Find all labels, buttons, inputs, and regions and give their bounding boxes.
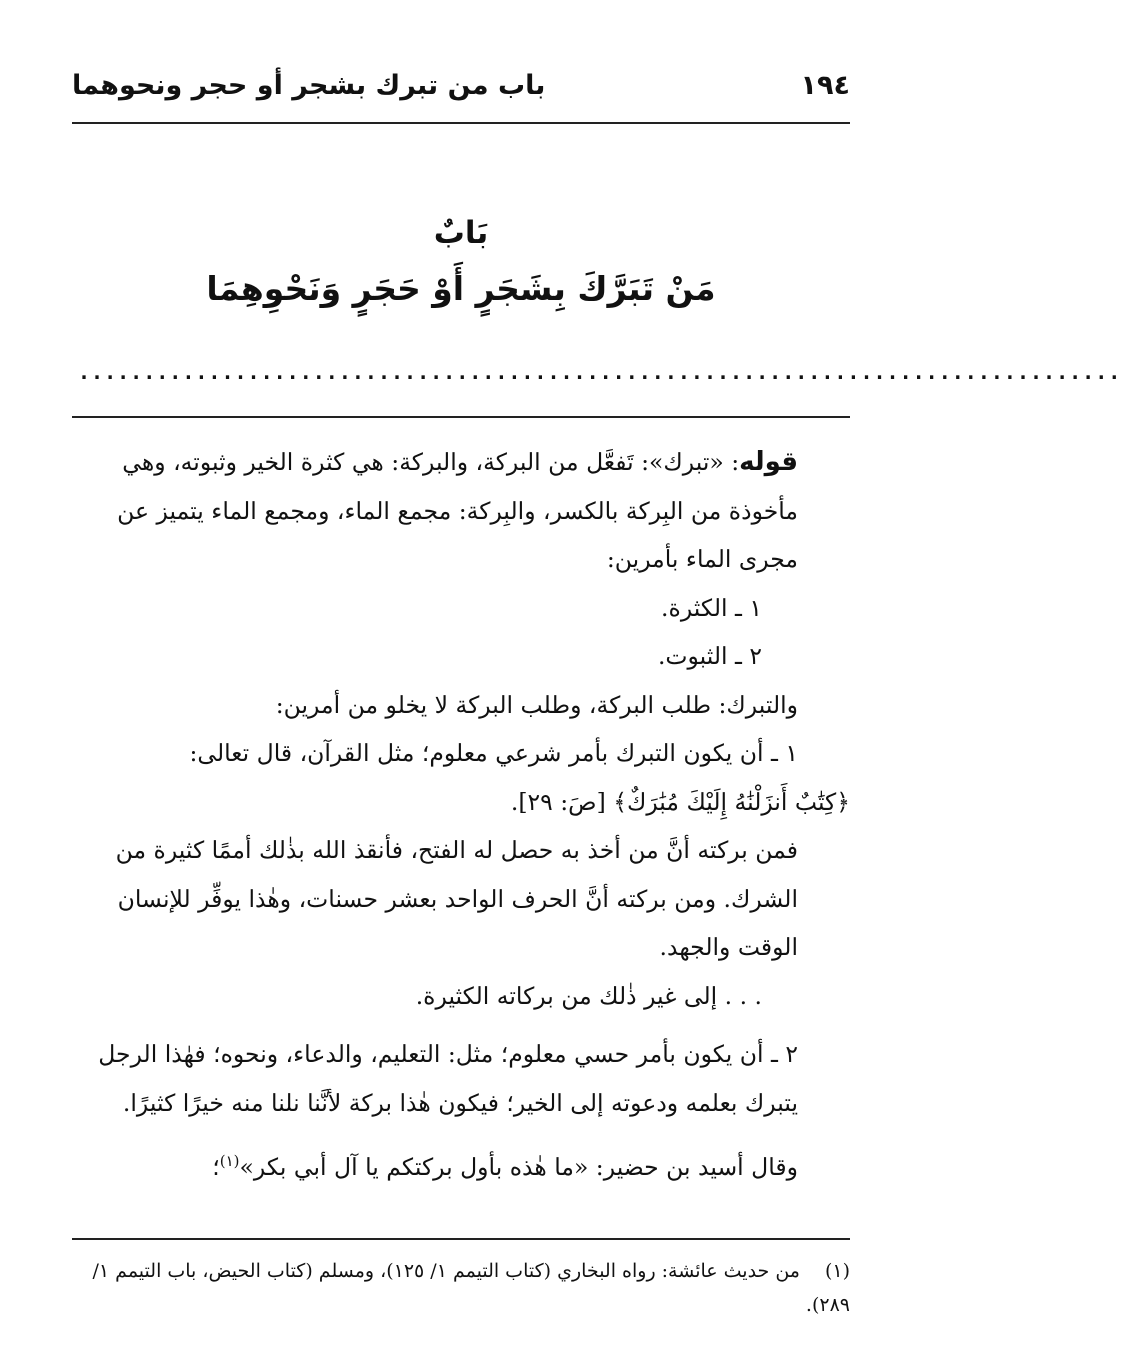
paragraph: ١ ـ أن يكون التبرك بأمر شرعي معلوم؛ مثل القرآن، قال تعالى: <box>189 739 798 767</box>
dotted-separator: ................................................................................ <box>78 360 1121 384</box>
footnote <box>72 1254 850 1322</box>
lead-word: قوله <box>739 447 798 477</box>
list-item: ١ ـ الكثرة. <box>661 593 762 622</box>
paragraph-text: ؛ <box>212 1152 220 1181</box>
page-number: ١٩٤ <box>800 69 850 101</box>
list-item: ٢ ـ الثبوت. <box>657 642 762 670</box>
paragraph-definition <box>72 438 850 584</box>
paragraph-text: : «تبرك»: تَفعَّل من البركة، والبركة: هي كثرة الخير وثبوته، وهي مأخوذة من البِركة بالكسر، والبِركة: مجمع الماء، ومجمع الماء يتميز عن مجرى الماء بأمرين: <box>117 448 798 573</box>
chapter-title: مَنْ تَبَرَّكَ بِشَجَرٍ أَوْ حَجَرٍ وَنَحْوِهِمَا <box>206 269 716 308</box>
paragraph: ٢ ـ أن يكون بأمر حسي معلوم؛ مثل: التعليم، والدعاء، ونحوه؛ فهٰذا الرجل يتبرك بعلمه ودعوته إلى الخير؛ فيكون هٰذا بركة لأنَّنا نلنا منه خيرًا كثيرًا. <box>98 1040 798 1117</box>
paragraph: والتبرك: طلب البركة، وطلب البركة لا يخلو من أمرين: <box>275 690 798 719</box>
commentary-text <box>72 438 850 1191</box>
header-rule <box>72 122 850 124</box>
chapter-word: بَابٌ <box>433 215 489 251</box>
footnote-ref: (١) <box>219 1152 240 1170</box>
section-rule <box>72 416 850 418</box>
footnote-number: (١) <box>824 1260 850 1282</box>
running-title: باب من تبرك بشجر أو حجر ونحوهما <box>72 69 546 101</box>
quran-verse: ﴿كِتَٰبٌ أَنزَلْنَٰهُ إِلَيْكَ مُبَٰرَكٌ﴾ [صَ: ٢٩]. <box>510 787 850 816</box>
chapter-heading <box>72 208 850 320</box>
paragraph: فمن بركته أنَّ من أخذ به حصل له الفتح، فأنقذ الله بذٰلك أممًا كثيرة من الشرك. ومن بركته أنَّ الحرف الواحد بعشر حسنات، وهٰذا يوفِّر للإنسان الوقت والجهد. <box>115 836 798 961</box>
paragraph <box>72 1137 850 1191</box>
footnote-rule <box>72 1238 850 1240</box>
footnote-text: من حديث عائشة: رواه البخاري (كتاب التيمم ١/ ١٢٥)، ومسلم (كتاب الحيض، باب التيمم ١/ ٢٨٩). <box>92 1260 850 1316</box>
running-header <box>72 62 850 108</box>
paragraph-text: وقال أسيد بن حضير: «ما هٰذه بأول بركتكم يا آل أبي بكر» <box>239 1152 798 1181</box>
paragraph: . . . إلى غير ذٰلك من بركاته الكثيرة. <box>415 981 762 1010</box>
